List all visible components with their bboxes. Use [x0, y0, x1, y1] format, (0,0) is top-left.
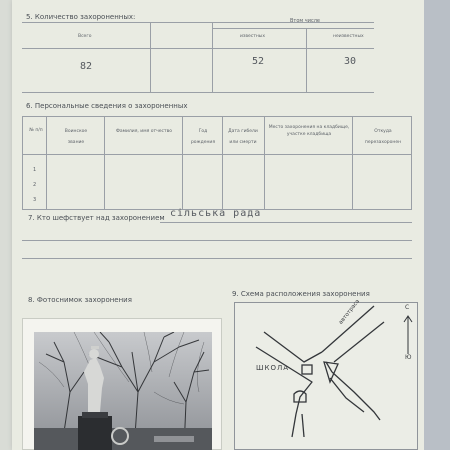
- south-label: Ю: [405, 354, 412, 361]
- s5-vline-2: [212, 22, 213, 92]
- s5-bottom-line: [22, 92, 374, 93]
- memorial-photo: [34, 332, 212, 450]
- north-label: С: [405, 304, 410, 311]
- s6-vline-1: [46, 116, 47, 210]
- s7-line-1: [160, 222, 412, 223]
- school-building-icon: [302, 365, 312, 374]
- s5-vline-3: [306, 28, 307, 92]
- col-birth-year: Год рождения: [190, 129, 216, 145]
- s6-vline-5: [264, 116, 265, 210]
- s6-vline-6: [352, 116, 353, 210]
- section5-subheader: Втом числе: [290, 18, 320, 24]
- col-burial-place: Место захоронения на кладбище, участке кладбища: [268, 125, 350, 137]
- patron-value: сільська рада: [170, 208, 262, 219]
- s7-line-2: [22, 240, 412, 241]
- row-2: 2: [33, 182, 37, 188]
- col-number: № п/п: [29, 128, 43, 133]
- known-value: 52: [252, 56, 265, 67]
- s5-sub-line: [212, 28, 374, 29]
- col-death-date: Дата гибели или смерти: [228, 129, 258, 145]
- row-1: 1: [33, 167, 37, 173]
- school-label: ШКОЛА: [256, 364, 290, 372]
- section9-title: 9. Схема расположения захоронения: [232, 290, 370, 298]
- s6-vline-4: [222, 116, 223, 210]
- background-strip: [424, 0, 450, 450]
- s6-vline-2: [104, 116, 105, 210]
- col-name: Фамилия, имя отчество: [115, 129, 173, 134]
- row-3: 3: [33, 197, 37, 203]
- section7-label: 7. Кто шефствует над захоронением: [28, 214, 165, 222]
- col-known-label: известных: [240, 34, 265, 39]
- location-map-drawing: [234, 302, 418, 450]
- section5-title: 5. Количество захороненных:: [26, 13, 136, 21]
- unknown-value: 30: [344, 56, 357, 67]
- col-unknown-label: неизвестных: [333, 34, 364, 39]
- col-reburied-from: Откуда перезахоронен: [364, 129, 402, 145]
- s6-vline-3: [182, 116, 183, 210]
- col-total-label: Всего: [78, 34, 92, 39]
- s5-vline-1: [150, 22, 151, 92]
- s5-top-line: [22, 22, 374, 23]
- section6-title: 6. Персональные сведения о захороненных: [26, 102, 188, 110]
- compass-icon: [404, 316, 412, 354]
- s7-line-3: [22, 258, 412, 259]
- memorial-photo-drawing: [34, 332, 212, 450]
- col-rank: Воинское звание: [64, 129, 88, 145]
- memorial-marker-icon: [324, 362, 338, 382]
- section8-title: 8. Фотоснимок захоронения: [28, 296, 132, 304]
- road-label: автотраса: [338, 298, 361, 326]
- total-value: 82: [80, 61, 93, 72]
- s6-header-line: [22, 154, 412, 155]
- s5-mid-line: [22, 48, 374, 49]
